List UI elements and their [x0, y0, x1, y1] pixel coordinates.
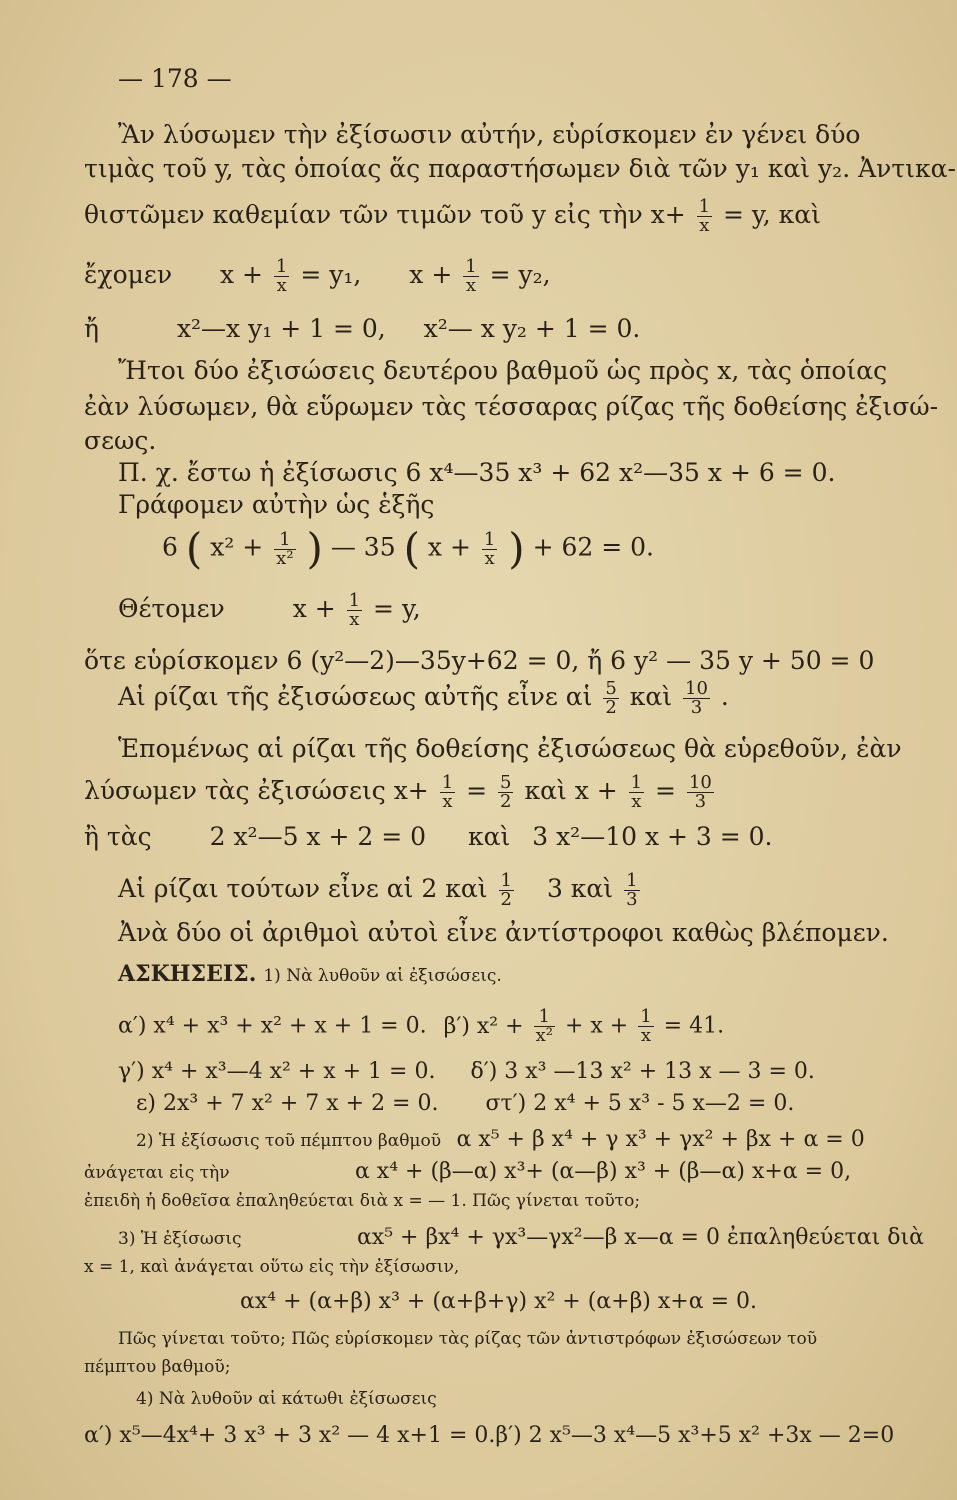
exercise-line — [118, 1008, 724, 1045]
fraction — [687, 774, 714, 811]
fraction-numerator: 1 — [698, 196, 711, 217]
fraction-denominator: x² — [535, 1025, 553, 1046]
text-segment: 3 καὶ — [546, 874, 614, 903]
exercise-item: γ′) x⁴ + x³—4 x² + x + 1 = 0. — [118, 1059, 436, 1084]
text-line: Ἀνὰ δύο οἱ ἀριθμοὶ αὐτοὶ εἶνε ἀντίστροφοι καθὼς βλέπομεν. — [118, 918, 889, 947]
exercise-equation: αx⁴ + (α+β) x³ + (α+β+γ) x² + (α+β) x+α = 0. — [240, 1289, 757, 1314]
exercise-line: ἐπειδὴ ἡ δοθεῖσα ἐπαληθεύεται διὰ x = — 1. Πῶς γίνεται τοῦτο; — [84, 1191, 641, 1211]
fraction — [274, 528, 295, 569]
fraction-denominator: x — [442, 791, 453, 812]
exercise-item: στ′) 2 x⁴ + 5 x³ - 5 x—2 = 0. — [485, 1091, 795, 1116]
text-segment: = — [655, 776, 676, 805]
exercise-text: 3) Ἡ ἐξίσωσις — [118, 1229, 242, 1249]
fraction-denominator: x — [276, 275, 287, 296]
exercise-line — [84, 1158, 851, 1186]
equation-part: x + — [409, 260, 453, 289]
fraction-numerator: 1 — [348, 590, 361, 611]
exercise-text: 2) Ἡ ἐξίσωσις τοῦ πέμπτου βαθμοῦ — [136, 1131, 442, 1151]
text-segment: καὶ x + — [524, 776, 618, 805]
text-line — [84, 198, 821, 235]
equation-part: = y, — [373, 594, 421, 623]
page-number: — 178 — — [118, 64, 232, 93]
paren: ) — [508, 524, 525, 573]
equation-part: 3 x²—10 x + 3 = 0. — [532, 822, 773, 851]
equation-part: x + — [292, 594, 336, 623]
fraction — [624, 872, 639, 909]
exercise-line: x = 1, καὶ ἀνάγεται οὕτω εἰς τὴν ἐξίσωσιν, — [84, 1257, 460, 1277]
fraction-denominator: 3 — [694, 791, 707, 812]
text-line — [118, 872, 643, 909]
fraction — [697, 198, 712, 235]
paren: ( — [185, 524, 203, 573]
equation-part: 6 — [162, 532, 178, 562]
fraction-denominator: x² — [276, 547, 294, 569]
text-segment: θιστῶμεν καθεμίαν τῶν τιμῶν τοῦ y εἰς τὴν x+ — [84, 200, 686, 229]
equation-part: = y₂, — [489, 260, 551, 289]
exercise-line — [118, 1058, 815, 1086]
exercise-item: ε) 2x³ + 7 x² + 7 x + 2 = 0. — [136, 1091, 439, 1116]
equation-part: x² + — [210, 532, 264, 562]
text-segment: Θέτομεν — [118, 594, 225, 623]
exercise-equation: αx⁵ + βx⁴ + γx³—γx²—β x—α = 0 ἐπαληθεύεται διὰ — [356, 1225, 924, 1250]
exercises-title: ΑΣΚΗΣΕΙΣ. — [118, 961, 257, 987]
equation-part: + 62 = 0. — [532, 532, 655, 562]
text-segment: . — [720, 682, 729, 711]
fraction-denominator: 2 — [605, 697, 617, 718]
equation-part: x + — [427, 532, 471, 562]
fraction — [603, 680, 618, 717]
exercise-line — [136, 1126, 865, 1154]
fraction-denominator: x — [631, 791, 642, 812]
text-segment: ἔχομεν — [84, 260, 173, 289]
fraction-denominator: 3 — [626, 889, 638, 910]
fraction — [440, 774, 455, 811]
exercise-equation: α′) x⁵—4x⁴+ 3 x³ + 3 x² — 4 x+1 = 0.β′) 2 x⁵—3 x⁴—5 x³+5 x² +3x — 2=0 — [84, 1423, 895, 1448]
equation-line — [84, 258, 551, 295]
exercises-heading — [118, 960, 502, 989]
exercise-item: = 41. — [663, 1013, 725, 1039]
text-segment: καὶ — [467, 822, 511, 851]
fraction — [534, 1008, 555, 1045]
exercise-equation: α x⁴ + (β—α) x³+ (α—β) x³ + (β—α) x+α = 0, — [354, 1159, 852, 1184]
text-segment: ἤ — [84, 314, 99, 343]
fraction-numerator: 5 — [605, 678, 617, 699]
text-line — [84, 774, 717, 811]
fraction-denominator: 2 — [500, 889, 512, 910]
fraction-numerator: 1 — [274, 531, 295, 550]
fraction — [499, 872, 514, 909]
text-line: σεως. — [84, 426, 157, 455]
fraction — [498, 774, 513, 811]
equation-part: x + — [219, 260, 263, 289]
equation-part: x²—x y₁ + 1 = 0, — [176, 314, 386, 343]
fraction — [463, 258, 478, 295]
text-line: Ἂν λύσωμεν τὴν ἐξίσωσιν αὐτήν, εὑρίσκομεν ἐν γένει δύο — [118, 120, 861, 149]
fraction-denominator: 2 — [500, 791, 512, 812]
text-segment: = y, καὶ — [723, 200, 821, 229]
text-line: Γράφομεν αὐτὴν ὡς ἑξῆς — [118, 490, 435, 519]
fraction-numerator: 1 — [534, 1008, 555, 1027]
fraction-numerator: 1 — [500, 870, 512, 891]
fraction — [482, 528, 497, 569]
fraction-numerator: 1 — [483, 528, 496, 550]
exercise-line: πέμπτου βαθμοῦ; — [84, 1357, 231, 1377]
text-segment: καὶ — [629, 682, 673, 711]
paren: ( — [403, 524, 420, 573]
exercise-text: ἀνάγεται εἰς τὴν — [84, 1163, 230, 1183]
text-segment: Αἱ ρίζαι τούτων εἶνε αἱ 2 καὶ — [118, 874, 488, 903]
equation-part: 2 x²—5 x + 2 = 0 — [209, 822, 427, 851]
text-segment: ἢ τὰς — [84, 822, 152, 851]
text-line: τιμὰς τοῦ y, τὰς ὁποίας ἅς παραστήσωμεν διὰ τῶν y₁ καὶ y₂. Ἀντικα- — [84, 154, 956, 183]
paren: ) — [306, 524, 323, 573]
text-segment: Αἱ ρίζαι τῆς ἐξισώσεως αὐτῆς εἶνε αἱ — [118, 682, 593, 711]
fraction — [683, 680, 710, 717]
fraction-numerator: 1 — [626, 870, 638, 891]
fraction-numerator: 1 — [275, 256, 288, 277]
fraction-numerator: 1 — [465, 256, 477, 277]
fraction-denominator: x — [484, 547, 495, 569]
fraction — [274, 258, 289, 295]
fraction-numerator: 1 — [640, 1006, 652, 1027]
fraction — [629, 774, 644, 811]
equation-part: x²— x y₂ + 1 = 0. — [423, 314, 641, 343]
equation-line — [162, 524, 655, 573]
fraction-numerator: 10 — [688, 772, 712, 793]
text-line: ὅτε εὑρίσκομεν 6 (y²—2)—35y+62 = 0, ἤ 6 y² — 35 y + 50 = 0 — [84, 646, 875, 675]
fraction-numerator: 10 — [685, 678, 708, 699]
exercise-line — [118, 1224, 924, 1252]
exercise-equation: α x⁵ + β x⁴ + γ x³ + γx² + βx + α = 0 — [456, 1127, 865, 1152]
equation-line — [84, 314, 640, 344]
text-segment: = — [466, 776, 488, 805]
exercises-intro: 1) Νὰ λυθοῦν αἱ ἐξισώσεις. — [263, 966, 502, 986]
exercise-line — [136, 1090, 794, 1118]
fraction-numerator: 5 — [500, 772, 512, 793]
fraction-denominator: x — [699, 215, 710, 236]
fraction-numerator: 1 — [630, 772, 643, 793]
fraction-denominator: 3 — [690, 697, 703, 718]
equation-line — [118, 592, 421, 629]
exercise-line: 4) Νὰ λυθοῦν αἱ κάτωθι ἐξίσωσεις — [136, 1389, 437, 1409]
equation-line — [84, 822, 773, 852]
equation-part: = y₁, — [300, 260, 362, 289]
fraction-denominator: x — [349, 609, 360, 630]
text-line: Ἑπομένως αἱ ρίζαι τῆς δοθείσης ἐξισώσεως θὰ εὑρεθοῦν, ἐὰν — [118, 734, 902, 763]
fraction — [347, 592, 362, 629]
exercise-item: α′) x⁴ + x³ + x² + x + 1 = 0. — [118, 1013, 427, 1039]
equation-part: — 35 — [330, 532, 396, 562]
fraction-numerator: 1 — [441, 772, 454, 793]
text-line: Π. χ. ἔστω ἡ ἐξίσωσις 6 x⁴—35 x³ + 62 x²—35 x + 6 = 0. — [118, 458, 836, 487]
fraction-denominator: x — [640, 1025, 651, 1046]
exercise-item: δ′) 3 x³ —13 x² + 13 x — 3 = 0. — [470, 1059, 815, 1084]
fraction-denominator: x — [465, 275, 477, 296]
text-line: Ἤτοι δύο ἐξισώσεις δευτέρου βαθμοῦ ὡς πρὸς x, τὰς ὁποίας — [118, 356, 888, 385]
text-line: ἐὰν λύσωμεν, θὰ εὕρωμεν τὰς τέσσαρας ρίζας τῆς δοθείσης ἐξισώ- — [84, 392, 939, 421]
fraction — [638, 1008, 653, 1045]
exercise-item: + x + — [564, 1013, 629, 1039]
exercise-line: Πῶς γίνεται τοῦτο; Πῶς εὑρίσκομεν τὰς ρίζας τῶν ἀντιστρόφων ἐξισώσεων τοῦ — [118, 1329, 818, 1349]
exercise-item: β′) x² + — [443, 1013, 524, 1039]
text-line — [118, 680, 729, 717]
text-segment: λύσωμεν τὰς ἐξισώσεις x+ — [84, 776, 429, 805]
